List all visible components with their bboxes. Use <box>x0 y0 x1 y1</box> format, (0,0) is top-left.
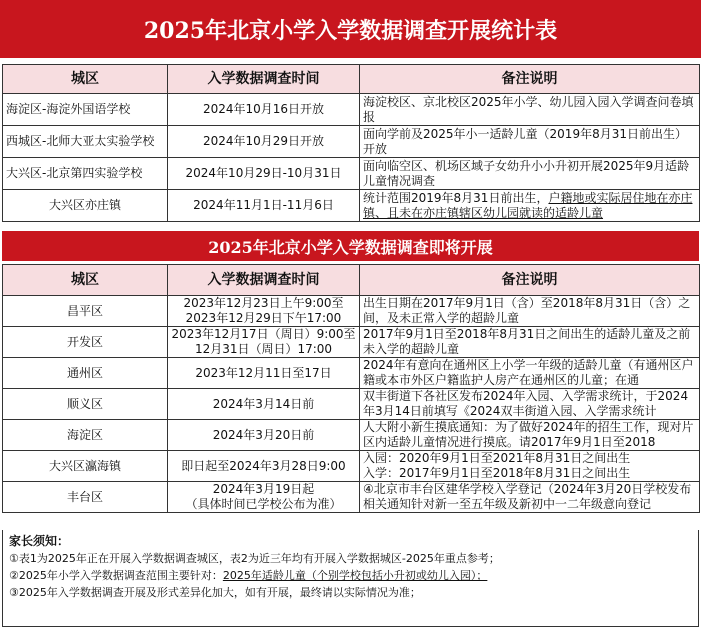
table1-header-row <box>3 65 700 94</box>
note-underlined-text: 户籍地或实际居住地在亦庄镇、且未在亦庄镇辖区幼儿园就读的适龄儿童 <box>363 190 693 220</box>
table-row <box>3 126 700 158</box>
district-cell: 开发区 <box>3 327 168 358</box>
note-cell: ④北京市丰台区建华学校入学登记（2024年3月20日学校发布相关通知针对新一至五年级及新初中一二年级意向登记 <box>360 482 700 513</box>
note-cell: 海淀校区、京北校区2025年小学、幼儿园入园入学调查问卷填报 <box>360 94 700 126</box>
note-line: 入园：2020年9月1日至2021年8月31日之间出生 <box>363 451 631 465</box>
time-cell: 2024年11月1日-11月6日 <box>168 190 360 222</box>
note-text: 统计范围2019年8月31日前出生， <box>363 190 549 205</box>
district-cell: 海淀区-海淀外国语学校 <box>3 94 168 126</box>
district-cell: 顺义区 <box>3 389 168 420</box>
district-cell: 大兴区瀛海镇 <box>3 451 168 482</box>
table-row <box>3 420 700 451</box>
time-cell <box>168 482 360 513</box>
table-row <box>3 327 700 358</box>
district-cell: 大兴区亦庄镇 <box>3 190 168 222</box>
district-cell: 海淀区 <box>3 420 168 451</box>
note-cell: 双丰街道下各社区发布2024年入园、入学需求统计，于2024年3月14日前填写《2024双丰街道入园、入学需求统计 <box>360 389 700 420</box>
table-row <box>3 158 700 190</box>
table-row <box>3 482 700 513</box>
notes-line <box>9 567 692 584</box>
note-line: 入学：2017年9月1日至2018年8月31日之间出生 <box>363 466 631 480</box>
note-cell: 面向学前及2025年小一适龄儿童（2019年8月31日前出生）开放 <box>360 126 700 158</box>
table-row <box>3 190 700 222</box>
time-line: （具体时间已学校公布为准） <box>185 497 342 511</box>
table2-header-note: 备注说明 <box>360 265 700 296</box>
notes-line: ③2025年入学数据调查开展及形式差异化加大，如有开展，最终请以实际情况为准； <box>9 586 421 599</box>
upcoming-section-banner: 2025年北京小学入学数据调查即将开展 <box>2 231 699 261</box>
table-row <box>3 358 700 389</box>
time-cell: 2023年12月23日上午9:00至2023年12月29日下午17:00 <box>168 296 360 327</box>
notes-line: ①表1为2025年正在开展入学数据调查城区，表2为近三年均有开展入学数据城区-2025年重点参考； <box>9 552 500 565</box>
current-survey-table <box>2 64 700 222</box>
notes-underlined-text: 2025年适龄儿童（个别学校包括小升初或幼儿入园）； <box>222 569 488 582</box>
notes-text: ②2025年小学入学数据调查范围主要针对： <box>9 569 223 582</box>
time-cell: 即日起至2024年3月28日9:00 <box>168 451 360 482</box>
page-title: 2025年北京小学入学数据调查开展统计表 <box>0 0 701 58</box>
table-row <box>3 296 700 327</box>
time-cell: 2023年12月17日（周日）9:00至12月31日（周日）17:00 <box>168 327 360 358</box>
note-cell: 出生日期在2017年9月1日（含）至2018年8月31日（含）之间，及未正常入学的超龄儿童 <box>360 296 700 327</box>
time-cell: 2023年12月11日至17日 <box>168 358 360 389</box>
table-row <box>3 94 700 126</box>
district-cell: 丰台区 <box>3 482 168 513</box>
district-cell: 通州区 <box>3 358 168 389</box>
time-cell: 2024年3月14日前 <box>168 389 360 420</box>
parent-notes <box>2 530 699 627</box>
time-cell: 2024年10月16日开放 <box>168 94 360 126</box>
table2-header-row <box>3 265 700 296</box>
upcoming-survey-table <box>2 264 700 513</box>
district-cell: 大兴区-北京第四实验学校 <box>3 158 168 190</box>
notes-title: 家长须知： <box>9 534 70 548</box>
table-row <box>3 389 700 420</box>
time-cell: 2024年3月20日前 <box>168 420 360 451</box>
note-cell: 2024年有意向在通州区上小学一年级的适龄儿童（有通州区户籍或本市外区户籍监护人房产在通州区的儿童；在通 <box>360 358 700 389</box>
note-cell <box>360 190 700 222</box>
table2-header-district: 城区 <box>3 265 168 296</box>
district-cell: 昌平区 <box>3 296 168 327</box>
time-cell: 2024年10月29日-10月31日 <box>168 158 360 190</box>
table-row <box>3 451 700 482</box>
table1-header-note: 备注说明 <box>360 65 700 94</box>
table1-header-district: 城区 <box>3 65 168 94</box>
table1-header-time: 入学数据调查时间 <box>168 65 360 94</box>
time-line: 2024年3月19日起 <box>212 482 315 496</box>
note-cell: 2017年9月1日至2018年8月31日之间出生的适龄儿童及之前未入学的超龄儿童 <box>360 327 700 358</box>
time-cell: 2024年10月29日开放 <box>168 126 360 158</box>
table2-header-time: 入学数据调查时间 <box>168 265 360 296</box>
note-cell: 人大附小新生摸底通知：为了做好2024年的招生工作，现对片区内适龄儿童情况进行摸底。请2017年9月1日至2018 <box>360 420 700 451</box>
note-cell <box>360 451 700 482</box>
note-cell: 面向临空区、机场区域子女幼升小小升初开展2025年9月适龄儿童情况调查 <box>360 158 700 190</box>
district-cell: 西城区-北师大亚太实验学校 <box>3 126 168 158</box>
